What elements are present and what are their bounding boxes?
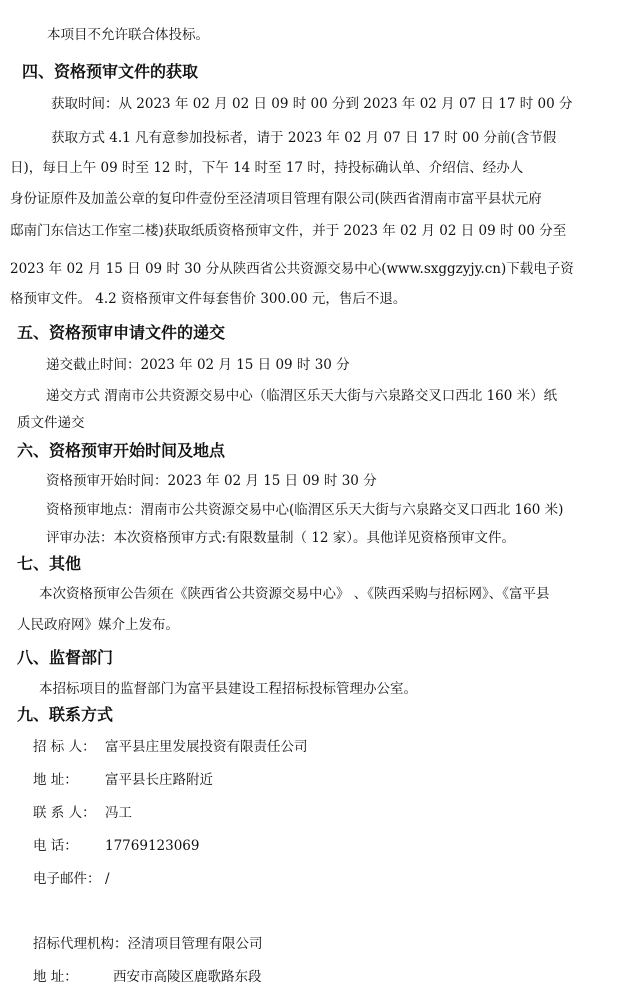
other-line-1: 本次资格预审公告须在《陕西省公共资源交易中心》 、《陕西采购与招标网》、《富平县 xyxy=(39,586,550,602)
supervision-text: 本招标项目的监督部门为富平县建设工程招标投标管理办公室。 xyxy=(39,681,417,697)
agency-label: 招标代理机构： xyxy=(33,936,128,952)
intro-text: 本项目不允许联合体投标。 xyxy=(47,27,209,43)
phone-value: 17769123069 xyxy=(105,838,200,854)
contact-label: 联 系 人： xyxy=(33,805,96,821)
section-6-heading: 六、资格预审开始时间及地点 xyxy=(17,441,226,460)
agency-address-value: 西安市高陵区鹿歌路东段 xyxy=(113,969,262,985)
review-method: 评审办法：本次资格预审方式:有限数量制（ 12 家）。具他详见资格预审文件。 xyxy=(46,530,516,546)
obtain-method-line-1: 获取方式 4.1 凡有意参加投标者，请于 2023 年 02 月 07 日 17 时 00 分前(含节假 xyxy=(51,130,557,146)
agency-value: 泾清项目管理有限公司 xyxy=(127,936,263,952)
contact-value: 冯工 xyxy=(105,805,132,821)
obtain-method-line-5: 2023 年 02 月 15 日 09 时 30 分从陕西省公共资源交易中心(www.sxggzyjy.cn)下载电子资 xyxy=(10,261,574,277)
submit-method-line-1: 递交方式 渭南市公共资源交易中心（临渭区乐天大街与六泉路交叉口西北 160 米）纸 xyxy=(46,388,558,404)
obtain-method-line-6: 格预审文件。 4.2 资格预审文件每套售价 300.00 元，售后不退。 xyxy=(10,291,407,307)
phone-row xyxy=(0,837,620,855)
email-label: 电子邮件： xyxy=(33,871,101,887)
review-start-time: 资格预审开始时间：2023 年 02 月 15 日 09 时 30 分 xyxy=(46,473,377,489)
obtain-method-line-4: 邸南门东信达工作室二楼)获取纸质资格预审文件，并于 2023 年 02 月 02 日 09 时 00 分至 xyxy=(10,223,567,239)
tenderer-value: 富平县庄里发展投资有限责任公司 xyxy=(105,739,308,755)
address-value: 富平县长庄路附近 xyxy=(105,772,213,788)
tenderer-label: 招 标 人： xyxy=(33,739,96,755)
email-value: / xyxy=(105,871,110,887)
review-place: 资格预审地点：渭南市公共资源交易中心(临渭区乐天大街与六泉路交叉口西北 160 米) xyxy=(46,502,564,518)
agency-address-label: 地 址： xyxy=(33,969,78,985)
section-8-heading: 八、监督部门 xyxy=(17,648,114,667)
submit-deadline: 递交截止时间：2023 年 02 月 15 日 09 时 30 分 xyxy=(46,357,350,373)
section-5-heading: 五、资格预审申请文件的递交 xyxy=(17,323,226,342)
obtain-time: 获取时间：从 2023 年 02 月 02 日 09 时 00 分到 2023 年 02 月 07 日 17 时 00 分 xyxy=(51,96,573,112)
obtain-method-line-2: 日)，每日上午 09 时至 12 时，下午 14 时至 17 时，持投标确认单、介绍信、经办人 xyxy=(10,160,524,176)
agency-address-row xyxy=(0,968,620,986)
other-line-2: 人民政府网》媒介上发布。 xyxy=(17,617,179,633)
tenderer-row xyxy=(0,738,620,756)
address-row xyxy=(0,771,620,789)
obtain-method-line-3: 身份证原件及加盖公章的复印件壹份至泾清项目管理有限公司(陕西省渭南市富平县状元府 xyxy=(10,191,542,207)
agency-row xyxy=(0,935,620,953)
contact-row xyxy=(0,804,620,822)
email-row xyxy=(0,870,620,888)
phone-label: 电 话： xyxy=(33,838,78,854)
address-label: 地 址： xyxy=(33,772,78,788)
submit-method-line-2: 质文件递交 xyxy=(17,415,85,431)
section-4-heading: 四、资格预审文件的获取 xyxy=(22,62,199,81)
section-7-heading: 七、其他 xyxy=(17,554,82,573)
section-9-heading: 九、联系方式 xyxy=(17,705,114,724)
